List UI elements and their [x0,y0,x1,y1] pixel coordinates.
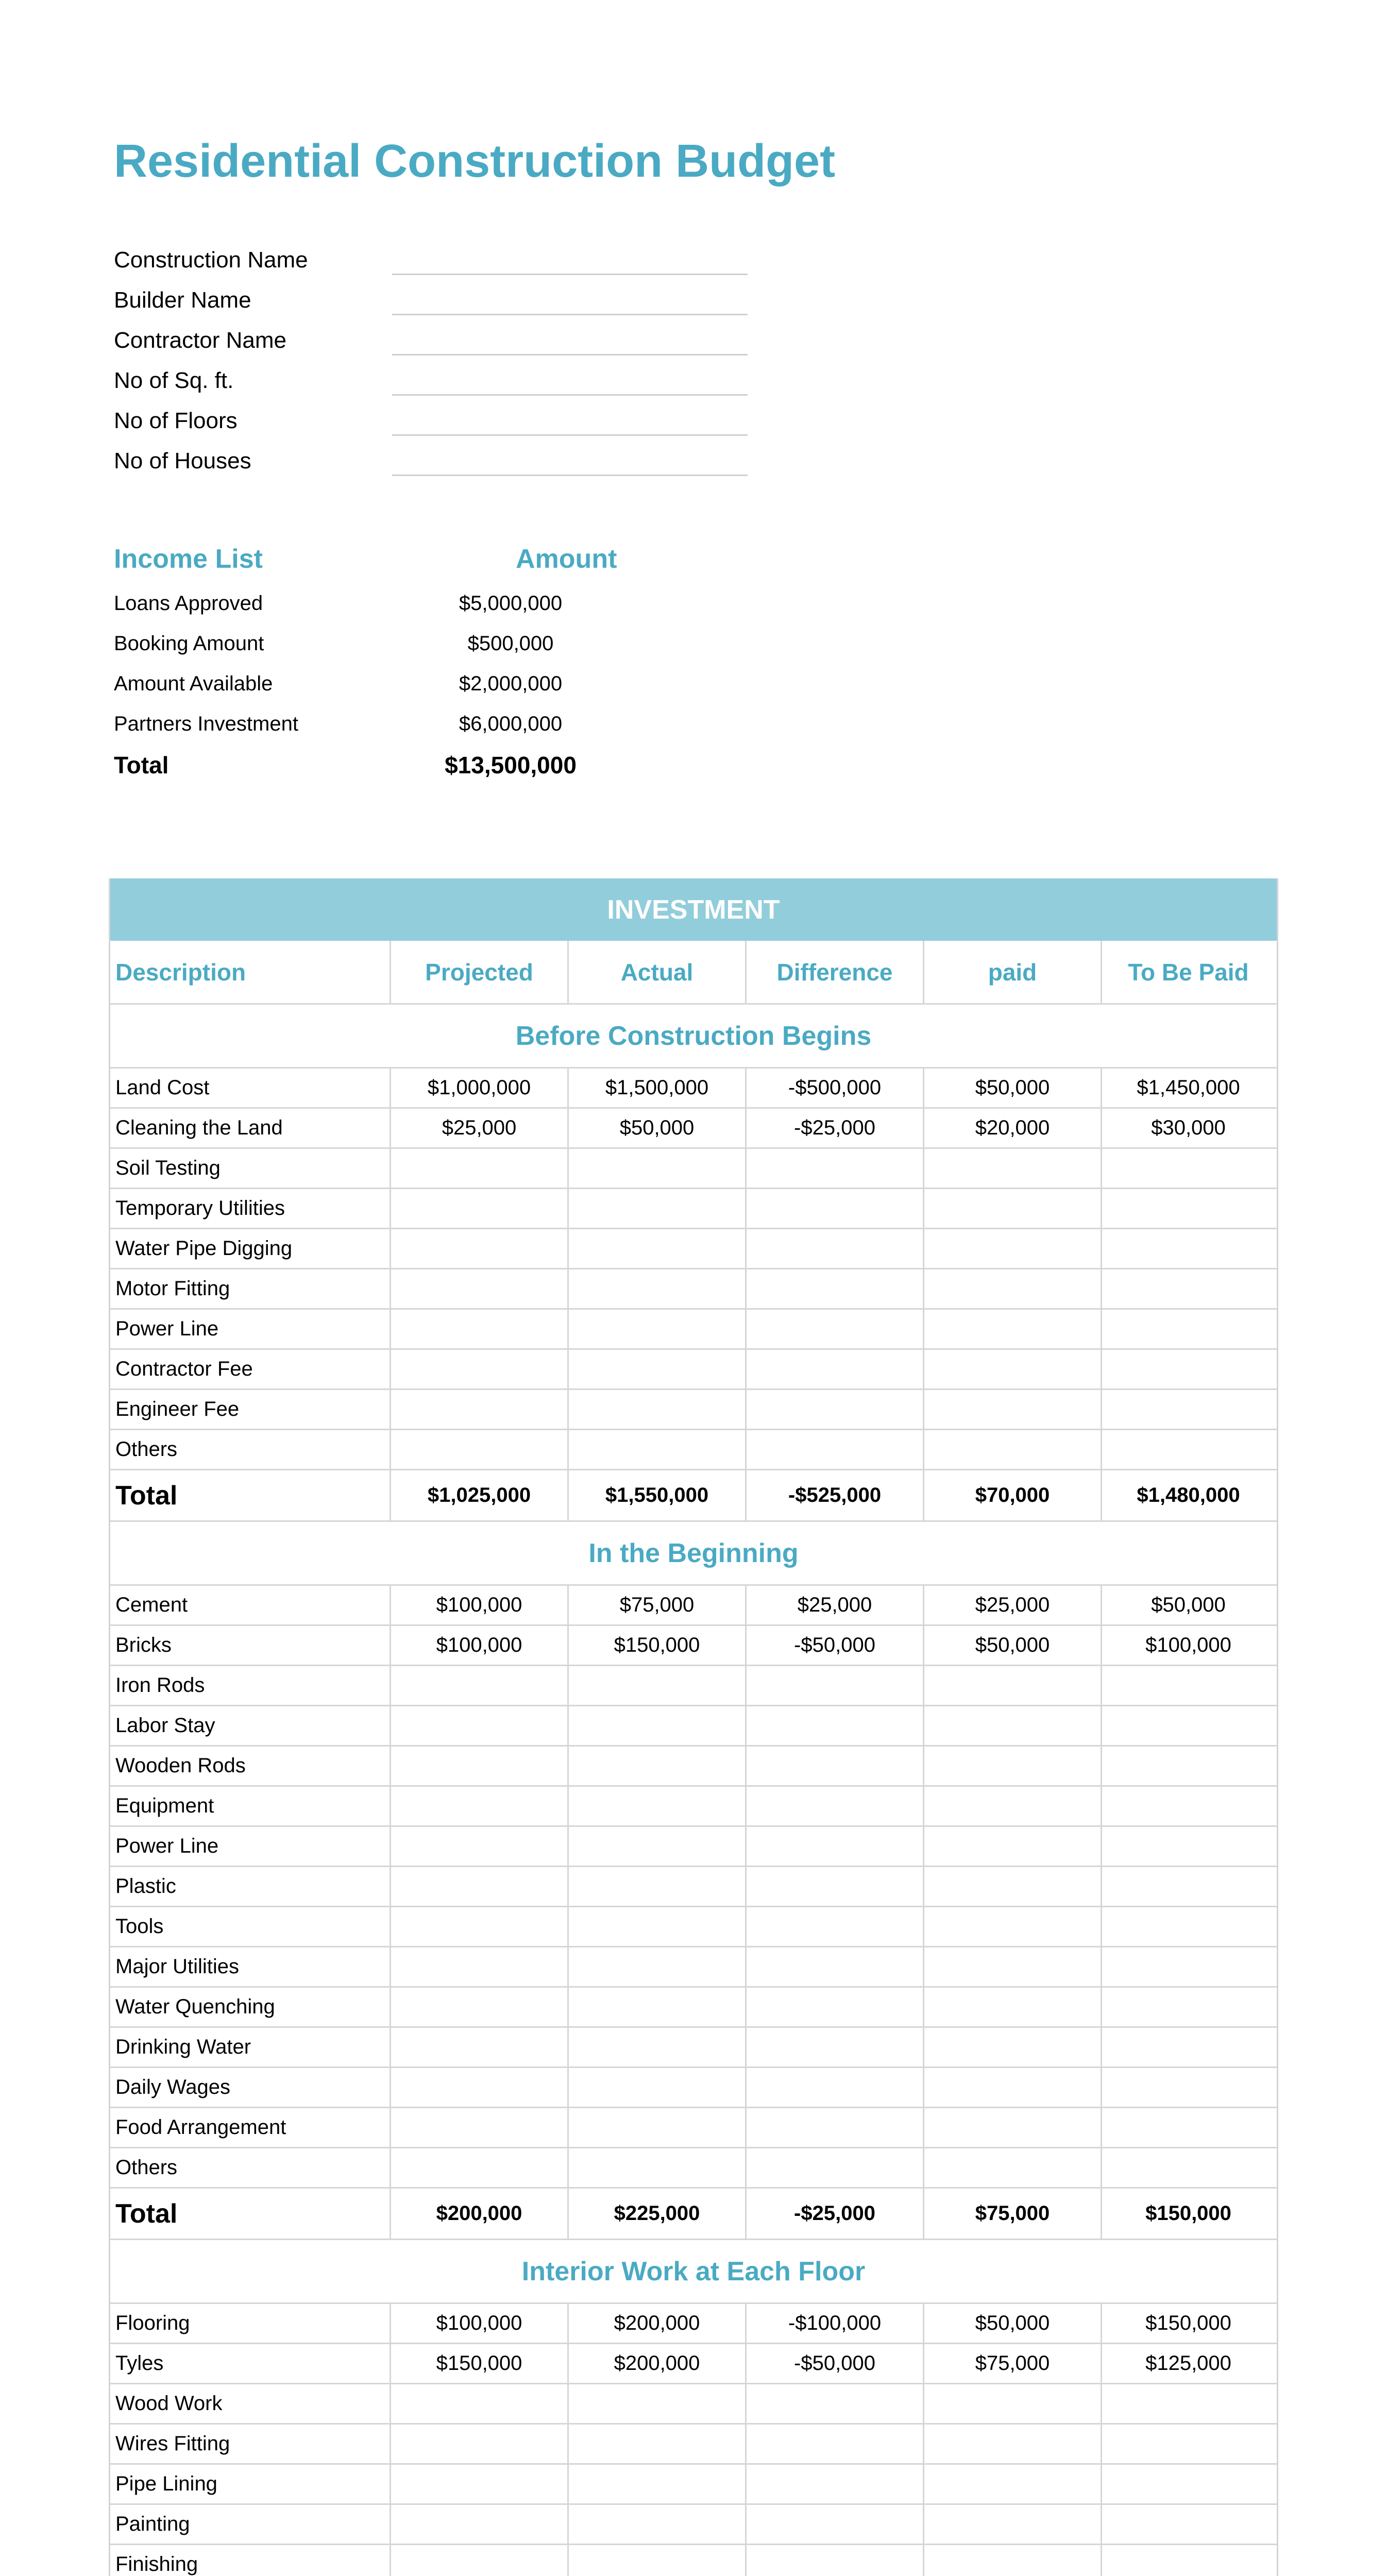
table-cell[interactable]: $100,000 [1145,1634,1231,1656]
column-header: paid [924,941,1102,1003]
table-cell[interactable] [1102,1666,1275,1705]
info-field-input[interactable] [392,314,748,315]
table-cell[interactable] [924,1747,1102,1785]
table-cell[interactable] [569,2545,747,2576]
total-row [110,1470,1277,1522]
total-cell: -$25,000 [747,2189,924,2239]
table-row [110,1787,1277,1827]
table-cell[interactable]: $30,000 [1151,1116,1226,1139]
table-cell[interactable]: $200,000 [569,2304,747,2343]
row-description: Power Line [110,1310,391,1348]
table-cell[interactable] [924,1907,1102,1946]
column-headers [110,941,1277,1005]
row-description: Wood Work [110,2384,391,2423]
table-cell[interactable] [569,1747,747,1785]
row-description: Labor Stay [110,1706,391,1745]
table-cell[interactable] [391,1229,569,1268]
table-cell[interactable] [391,1666,569,1705]
table-cell[interactable]: $50,000 [924,2304,1102,2343]
table-cell[interactable]: $20,000 [924,1109,1102,1147]
table-cell[interactable] [747,1907,924,1946]
table-row [110,1390,1277,1430]
table-cell[interactable]: -$50,000 [747,1626,924,1665]
table-cell[interactable] [1102,1149,1275,1188]
table-cell[interactable] [391,2108,569,2147]
table-cell[interactable] [747,1229,924,1268]
row-description: Wires Fitting [110,2425,391,2463]
table-cell[interactable] [1102,1827,1275,1866]
table-cell[interactable] [569,2148,747,2187]
table-cell[interactable] [924,1787,1102,1825]
income-amount: $5,000,000 [459,592,563,615]
table-cell[interactable]: $50,000 [924,1626,1102,1665]
table-cell[interactable] [924,2425,1102,2463]
income-total-amount: $13,500,000 [445,752,577,778]
table-cell[interactable] [1102,1229,1275,1268]
table-cell[interactable] [924,1988,1102,2026]
table-cell[interactable] [569,1149,747,1188]
income-amount: $6,000,000 [459,713,563,735]
table-cell[interactable] [569,1189,747,1228]
info-field-label: Construction Name [114,247,308,273]
table-cell[interactable] [924,1229,1102,1268]
table-cell[interactable]: $100,000 [391,1586,569,1624]
table-cell[interactable] [391,1430,569,1469]
table-cell[interactable] [1102,1867,1275,1906]
table-cell[interactable]: -$50,000 [747,2344,924,2383]
table-cell[interactable] [391,2425,569,2463]
info-field-label: No of Floors [114,408,238,433]
table-cell[interactable] [391,1867,569,1906]
table-cell[interactable]: $150,000 [1145,2312,1231,2334]
column-header: Difference [747,941,924,1003]
table-cell[interactable]: $100,000 [391,1626,569,1665]
total-cell: -$525,000 [747,1470,924,1520]
table-cell[interactable] [569,1269,747,1308]
table-row [110,2304,1277,2344]
row-description: Tyles [110,2344,391,2383]
table-cell[interactable]: $50,000 [569,1109,747,1147]
total-cell: $70,000 [924,1470,1102,1520]
table-cell[interactable] [1102,1269,1275,1308]
table-cell[interactable]: $25,000 [391,1109,569,1147]
table-cell[interactable] [569,1229,747,1268]
table-cell[interactable] [1102,1988,1275,2026]
table-cell[interactable] [569,2384,747,2423]
table-cell[interactable] [747,1350,924,1388]
table-cell[interactable]: $100,000 [391,2304,569,2343]
table-cell[interactable] [1102,2068,1275,2107]
table-cell[interactable] [569,1947,747,1986]
row-description: Daily Wages [110,2068,391,2107]
income-label: Amount Available [114,672,273,695]
info-field-row [114,282,748,323]
table-cell[interactable] [569,1827,747,1866]
row-description: Major Utilities [110,1947,391,1986]
table-row [110,1666,1277,1706]
table-row [110,2108,1277,2148]
table-row [110,1988,1277,2028]
table-cell[interactable] [747,2505,924,2544]
table-cell[interactable] [569,2465,747,2503]
table-cell[interactable] [1102,2505,1275,2544]
table-cell[interactable]: $75,000 [924,2344,1102,2383]
table-cell[interactable]: $50,000 [1151,1594,1226,1616]
info-field-label: Contractor Name [114,328,287,353]
table-cell[interactable] [391,2068,569,2107]
table-cell[interactable] [924,2108,1102,2147]
table-cell[interactable] [747,1189,924,1228]
table-cell[interactable] [924,1947,1102,1986]
row-description: Pipe Lining [110,2465,391,2503]
table-cell[interactable] [1102,2148,1275,2187]
column-header: Description [110,941,391,1003]
row-description: Painting [110,2505,391,2544]
table-row [110,1269,1277,1310]
info-field-label: No of Sq. ft. [114,368,234,393]
total-cell: $225,000 [569,2189,747,2239]
table-cell[interactable] [391,1149,569,1188]
table-cell[interactable] [924,2505,1102,2544]
table-cell[interactable] [391,2148,569,2187]
table-cell[interactable] [924,1867,1102,1906]
table-cell[interactable] [747,1947,924,1986]
income-total-label: Total [114,752,169,778]
table-cell[interactable] [924,2068,1102,2107]
investment-table [109,878,1278,2576]
row-description: Plastic [110,1867,391,1906]
row-description: Drinking Water [110,2028,391,2066]
table-cell[interactable] [924,1350,1102,1388]
table-cell[interactable] [569,1706,747,1745]
total-cell: $1,550,000 [569,1470,747,1520]
table-cell[interactable] [391,2545,569,2576]
table-cell[interactable]: $50,000 [924,1069,1102,1107]
table-cell[interactable] [747,1390,924,1429]
total-cell: $1,025,000 [391,1470,569,1520]
table-row [110,1947,1277,1988]
income-amount: $500,000 [467,632,554,655]
table-cell[interactable] [747,2465,924,2503]
table-cell[interactable] [924,2384,1102,2423]
table-cell[interactable] [1102,2545,1275,2576]
table-cell[interactable] [924,1666,1102,1705]
table-cell[interactable] [1102,1787,1275,1825]
total-cell: $200,000 [391,2189,569,2239]
row-description: Cement [110,1586,391,1624]
row-description: Soil Testing [110,1149,391,1188]
table-cell[interactable] [569,2108,747,2147]
income-row [114,623,629,664]
table-cell[interactable] [569,1666,747,1705]
table-cell[interactable]: -$100,000 [747,2304,924,2343]
table-cell[interactable] [924,1310,1102,1348]
table-cell[interactable] [1102,1189,1275,1228]
income-row [114,704,629,744]
table-row [110,1586,1277,1626]
table-cell[interactable] [747,1149,924,1188]
table-cell[interactable] [924,1149,1102,1188]
table-cell[interactable] [391,1310,569,1348]
table-cell[interactable] [924,2028,1102,2066]
table-cell[interactable] [1102,1390,1275,1429]
table-row [110,1229,1277,1269]
table-cell[interactable] [391,1189,569,1228]
table-cell[interactable] [747,2028,924,2066]
table-cell[interactable]: -$25,000 [747,1109,924,1147]
table-row [110,1747,1277,1787]
table-cell[interactable] [569,1988,747,2026]
table-cell[interactable] [391,2384,569,2423]
table-cell[interactable] [569,1867,747,1906]
table-cell[interactable]: $25,000 [924,1586,1102,1624]
table-cell[interactable] [924,2465,1102,2503]
table-row [110,1430,1277,1470]
table-cell[interactable] [1102,2384,1275,2423]
table-cell[interactable] [569,2425,747,2463]
total-label: Total [110,2189,391,2239]
table-cell[interactable] [569,1390,747,1429]
table-cell[interactable] [747,1747,924,1785]
table-cell[interactable] [391,1827,569,1866]
info-field-row [114,443,748,483]
row-description: Others [110,1430,391,1469]
info-field-row [114,242,748,282]
table-cell[interactable] [747,2108,924,2147]
table-row [110,1907,1277,1947]
info-field-label: No of Houses [114,448,251,473]
table-cell[interactable] [391,1269,569,1308]
row-description: Others [110,2148,391,2187]
table-row [110,2505,1277,2545]
income-label: Booking Amount [114,632,264,655]
row-description: Wooden Rods [110,1747,391,1785]
info-field-input[interactable] [392,354,748,355]
info-field-input[interactable] [392,474,748,476]
table-cell[interactable] [747,2068,924,2107]
table-cell[interactable]: $25,000 [747,1586,924,1624]
table-cell[interactable] [391,1787,569,1825]
row-description: Bricks [110,1626,391,1665]
table-row [110,2028,1277,2068]
info-field-input[interactable] [392,394,748,396]
table-cell[interactable] [1102,2028,1275,2066]
table-row [110,2384,1277,2425]
table-cell[interactable] [569,1310,747,1348]
table-row [110,1189,1277,1229]
total-row [110,2189,1277,2240]
info-field-row [114,323,748,363]
table-cell[interactable] [747,2425,924,2463]
table-cell[interactable] [569,1350,747,1388]
info-field-input[interactable] [392,434,748,436]
info-field-input[interactable] [392,274,748,275]
row-description: Flooring [110,2304,391,2343]
table-cell[interactable] [747,1269,924,1308]
info-field-row [114,363,748,403]
table-cell[interactable] [1102,1907,1275,1946]
table-cell[interactable] [569,1787,747,1825]
row-description: Cleaning the Land [110,1109,391,1147]
income-total-row [114,747,629,787]
table-cell[interactable] [1102,2425,1275,2463]
table-cell[interactable] [569,1907,747,1946]
table-cell[interactable]: $1,450,000 [1137,1076,1240,1099]
table-cell[interactable] [747,1827,924,1866]
table-row [110,2068,1277,2108]
table-cell[interactable] [569,2028,747,2066]
row-description: Motor Fitting [110,1269,391,1308]
table-cell[interactable] [569,2505,747,2544]
table-cell[interactable]: $125,000 [1145,2352,1231,2375]
table-cell[interactable] [391,1747,569,1785]
total-label: Total [110,1470,391,1520]
table-row [110,1626,1277,1666]
table-row [110,1350,1277,1390]
table-cell[interactable] [1102,2465,1275,2503]
row-description: Finishing [110,2545,391,2576]
row-description: Contractor Fee [110,1350,391,1388]
table-cell[interactable] [391,2505,569,2544]
table-row [110,1310,1277,1350]
info-field-row [114,403,748,443]
row-description: Equipment [110,1787,391,1825]
total-cell: $1,480,000 [1137,1484,1240,1506]
table-cell[interactable] [391,1706,569,1745]
table-cell[interactable] [747,2545,924,2576]
table-cell[interactable]: $150,000 [569,1626,747,1665]
table-cell[interactable]: $200,000 [569,2344,747,2383]
table-cell[interactable] [747,1666,924,1705]
table-cell[interactable] [1102,1747,1275,1785]
column-header: Projected [391,941,569,1003]
column-header: Actual [569,941,747,1003]
row-description: Temporary Utilities [110,1189,391,1228]
page-title: Residential Construction Budget [114,135,836,187]
table-cell[interactable] [924,2545,1102,2576]
income-row [114,664,629,704]
table-cell[interactable] [1102,2108,1275,2147]
income-amount-heading: Amount [516,544,617,574]
section-title: Before Construction Begins [110,1005,1277,1069]
info-field-label: Builder Name [114,287,251,313]
income-list-heading: Income List [114,544,263,574]
row-description: Power Line [110,1827,391,1866]
table-row [110,1149,1277,1189]
table-cell[interactable] [747,2384,924,2423]
row-description: Water Pipe Digging [110,1229,391,1268]
table-cell[interactable] [1102,1706,1275,1745]
table-cell[interactable]: -$500,000 [747,1069,924,1107]
table-row [110,1827,1277,1867]
section-title: In the Beginning [110,1522,1277,1586]
table-cell[interactable] [747,1787,924,1825]
table-row [110,1867,1277,1907]
table-cell[interactable] [391,1947,569,1986]
table-cell[interactable] [924,1706,1102,1745]
row-description: Tools [110,1907,391,1946]
table-cell[interactable] [1102,1310,1275,1348]
row-description: Food Arrangement [110,2108,391,2147]
investment-title: INVESTMENT [110,878,1277,941]
row-description: Engineer Fee [110,1390,391,1429]
income-amount: $2,000,000 [459,672,563,695]
table-cell[interactable] [747,1867,924,1906]
table-cell[interactable] [391,1907,569,1946]
table-cell[interactable] [391,2465,569,2503]
investment-sections [110,1005,1277,2576]
row-description: Water Quenching [110,1988,391,2026]
column-header: To Be Paid [1128,958,1249,986]
table-cell[interactable] [924,1390,1102,1429]
table-cell[interactable] [747,1430,924,1469]
table-cell[interactable] [747,1988,924,2026]
income-row [114,583,629,623]
row-description: Iron Rods [110,1666,391,1705]
table-row [110,2425,1277,2465]
table-row [110,2545,1277,2576]
income-label: Partners Investment [114,713,298,735]
table-row [110,2344,1277,2384]
table-cell[interactable] [747,1706,924,1745]
table-cell[interactable] [1102,1947,1275,1986]
table-cell[interactable] [924,1827,1102,1866]
table-cell[interactable] [1102,1350,1275,1388]
table-cell[interactable] [747,2148,924,2187]
table-cell[interactable] [391,1988,569,2026]
table-cell[interactable] [391,1350,569,1388]
table-row [110,1109,1277,1149]
income-label: Loans Approved [114,592,263,615]
table-cell[interactable]: $75,000 [569,1586,747,1624]
table-cell[interactable] [1102,1430,1275,1469]
table-row [110,1706,1277,1747]
row-description: Land Cost [110,1069,391,1107]
table-cell[interactable] [391,2028,569,2066]
table-cell[interactable]: $1,000,000 [391,1069,569,1107]
total-cell: $75,000 [924,2189,1102,2239]
table-cell[interactable]: $150,000 [391,2344,569,2383]
table-cell[interactable] [924,2148,1102,2187]
table-row [110,2148,1277,2189]
table-cell[interactable] [924,1269,1102,1308]
table-cell[interactable] [924,1430,1102,1469]
table-cell[interactable] [747,1310,924,1348]
table-cell[interactable] [569,2068,747,2107]
table-row [110,2465,1277,2505]
table-row [110,1069,1277,1109]
section-title: Interior Work at Each Floor [110,2240,1277,2304]
table-cell[interactable] [569,1430,747,1469]
total-cell: $150,000 [1145,2202,1231,2225]
table-cell[interactable] [924,1189,1102,1228]
table-cell[interactable]: $1,500,000 [569,1069,747,1107]
table-cell[interactable] [391,1390,569,1429]
